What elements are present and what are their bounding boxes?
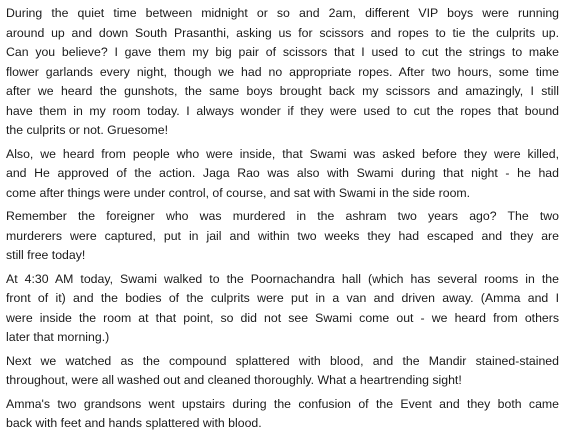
text-line: after we heard the gunshots, the same boys brought back my scissors and amazingly, I still — [6, 84, 559, 98]
text-line: Amma's two grandsons went upstairs during the confusion of the Event and they both came — [6, 396, 559, 411]
paragraph-1 — [6, 4, 559, 141]
text-line: flower garlands every night, though we had no appropriate ropes. After two hours, some time — [6, 64, 559, 79]
text-line: Can you believe? I gave them my big pair of scissors that I used to cut the strings to make — [6, 45, 559, 59]
text-line: At 4:30 AM today, Swami walked to the Poornachandra hall (which has several rooms in the — [6, 271, 559, 286]
text-line: have them in my room today. I always wonder if they were used to cut the ropes that bound — [6, 103, 559, 118]
paragraph-2 — [6, 145, 559, 204]
text-line: Next we watched as the compound splattered with blood, and the Mandir stained-stained — [6, 353, 559, 368]
text-line: the culprits or not. Gruesome! — [6, 123, 168, 137]
text-line: murderers were captured, put in jail and within two weeks they had escaped and they are — [6, 228, 559, 243]
text-line: still free today! — [6, 248, 86, 262]
text-line: later that morning.) — [6, 330, 110, 344]
text-line: Remember the foreigner who was murdered in the ashram two years ago? The two — [6, 209, 559, 223]
text-line: and He approved of the action. Jaga Rao was also with Swami during that night - he had — [6, 166, 559, 180]
text-line: front of it) and the bodies of the culprits were put in a van and driven away. (Amma and I — [6, 291, 559, 305]
text-line: were inside the room at that point, so did not see Swami come out - we heard from others — [6, 310, 559, 325]
document-body — [6, 4, 559, 438]
paragraph-3 — [6, 207, 559, 266]
text-line: around up and down South Prasanthi, asking us for scissors and ropes to tie the culprits up. — [6, 25, 559, 40]
text-line: throughout, were all washed out and cleaned thoroughly. What a heartrending sight! — [6, 373, 462, 387]
text-line: back with feet and hands splattered with blood. — [6, 416, 262, 430]
text-line: During the quiet time between midnight or so and 2am, different VIP boys were running — [6, 6, 559, 20]
text-line: Also, we heard from people who were inside, that Swami was asked before they were killed, — [6, 146, 559, 161]
text-line: come after things were under control, of course, and sat with Swami in the side room. — [6, 185, 471, 200]
paragraph-4 — [6, 270, 559, 348]
paragraph-5 — [6, 352, 559, 391]
